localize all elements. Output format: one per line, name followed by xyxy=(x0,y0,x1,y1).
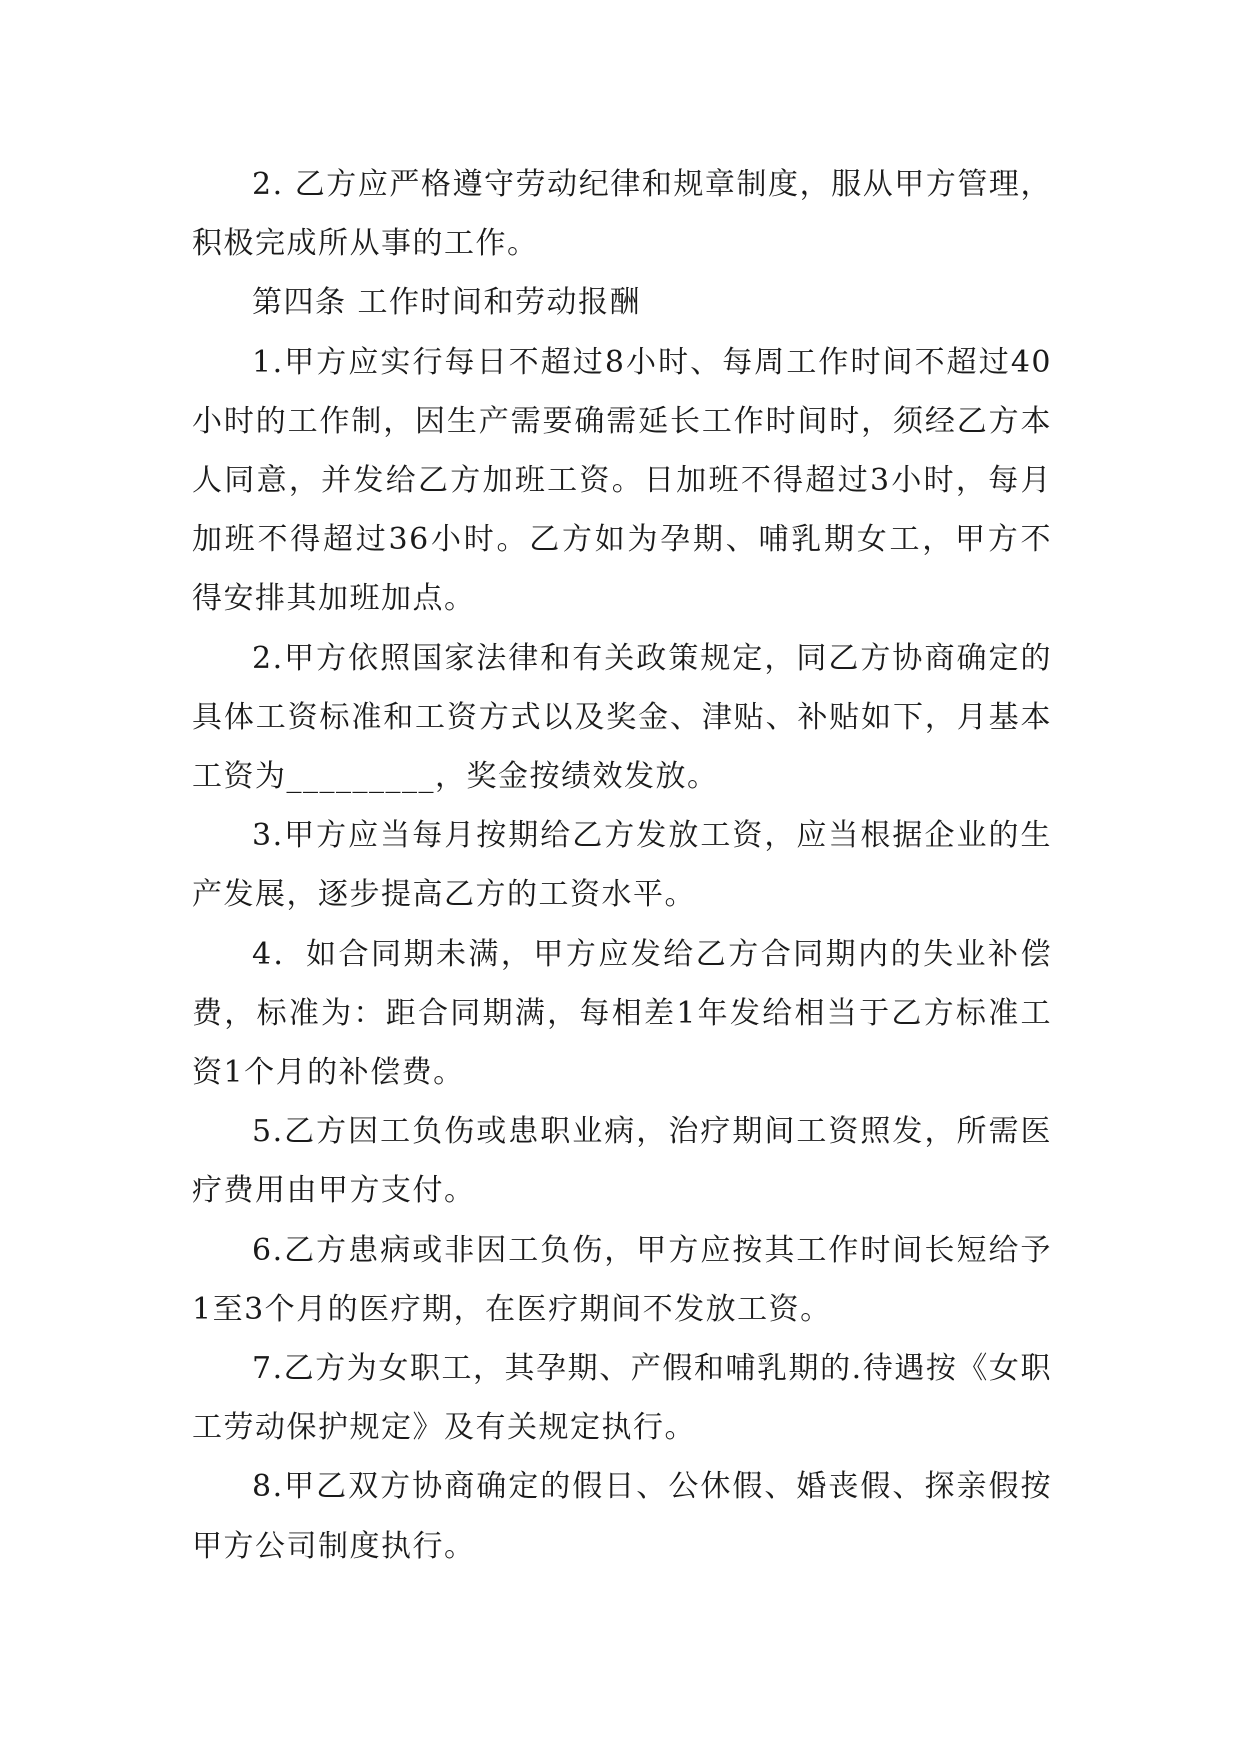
paragraph-salary-standard: 2.甲方依照国家法律和有关政策规定，同乙方协商确定的具体工资标准和工资方式以及奖金、津贴、补贴如下，月基本工资为_________，奖金按绩效发放。 xyxy=(192,640,1052,795)
paragraph-sick-leave: 6.乙方患病或非因工负伤，甲方应按其工作时间长短给予1至3个月的医疗期，在医疗期间不发放工资。 xyxy=(192,1232,1052,1327)
paragraph-working-hours: 1.甲方应实行每日不超过8小时、每周工作时间不超过40小时的工作制，因生产需要确需延长工作时间时，须经乙方本人同意，并发给乙方加班工资。日加班不得超过3小时，每月加班不得超过36小时。乙方如为孕期、哺乳期女工，甲方不得安排其加班加点。 xyxy=(192,344,1052,617)
paragraph-obey-rules: 2. 乙方应严格遵守劳动纪律和规章制度，服从甲方管理，积极完成所从事的工作。 xyxy=(192,167,1052,262)
article-four-heading: 第四条 工作时间和劳动报酬 xyxy=(252,285,642,321)
paragraph-female-workers: 7.乙方为女职工，其孕期、产假和哺乳期的.待遇按《女职工劳动保护规定》及有关规定执行。 xyxy=(192,1351,1052,1446)
paragraph-holidays: 8.甲乙双方协商确定的假日、公休假、婚丧假、探亲假按甲方公司制度执行。 xyxy=(192,1469,1052,1564)
document-body xyxy=(192,155,1052,1576)
paragraph-work-injury: 5.乙方因工负伤或患职业病，治疗期间工资照发，所需医疗费用由甲方支付。 xyxy=(192,1114,1052,1209)
paragraph-monthly-payment: 3.甲方应当每月按期给乙方发放工资，应当根据企业的生产发展，逐步提高乙方的工资水平。 xyxy=(192,818,1052,913)
paragraph-compensation: 4．如合同期未满，甲方应发给乙方合同期内的失业补偿费，标准为：距合同期满，每相差1年发给相当于乙方标准工资1个月的补偿费。 xyxy=(192,936,1052,1091)
